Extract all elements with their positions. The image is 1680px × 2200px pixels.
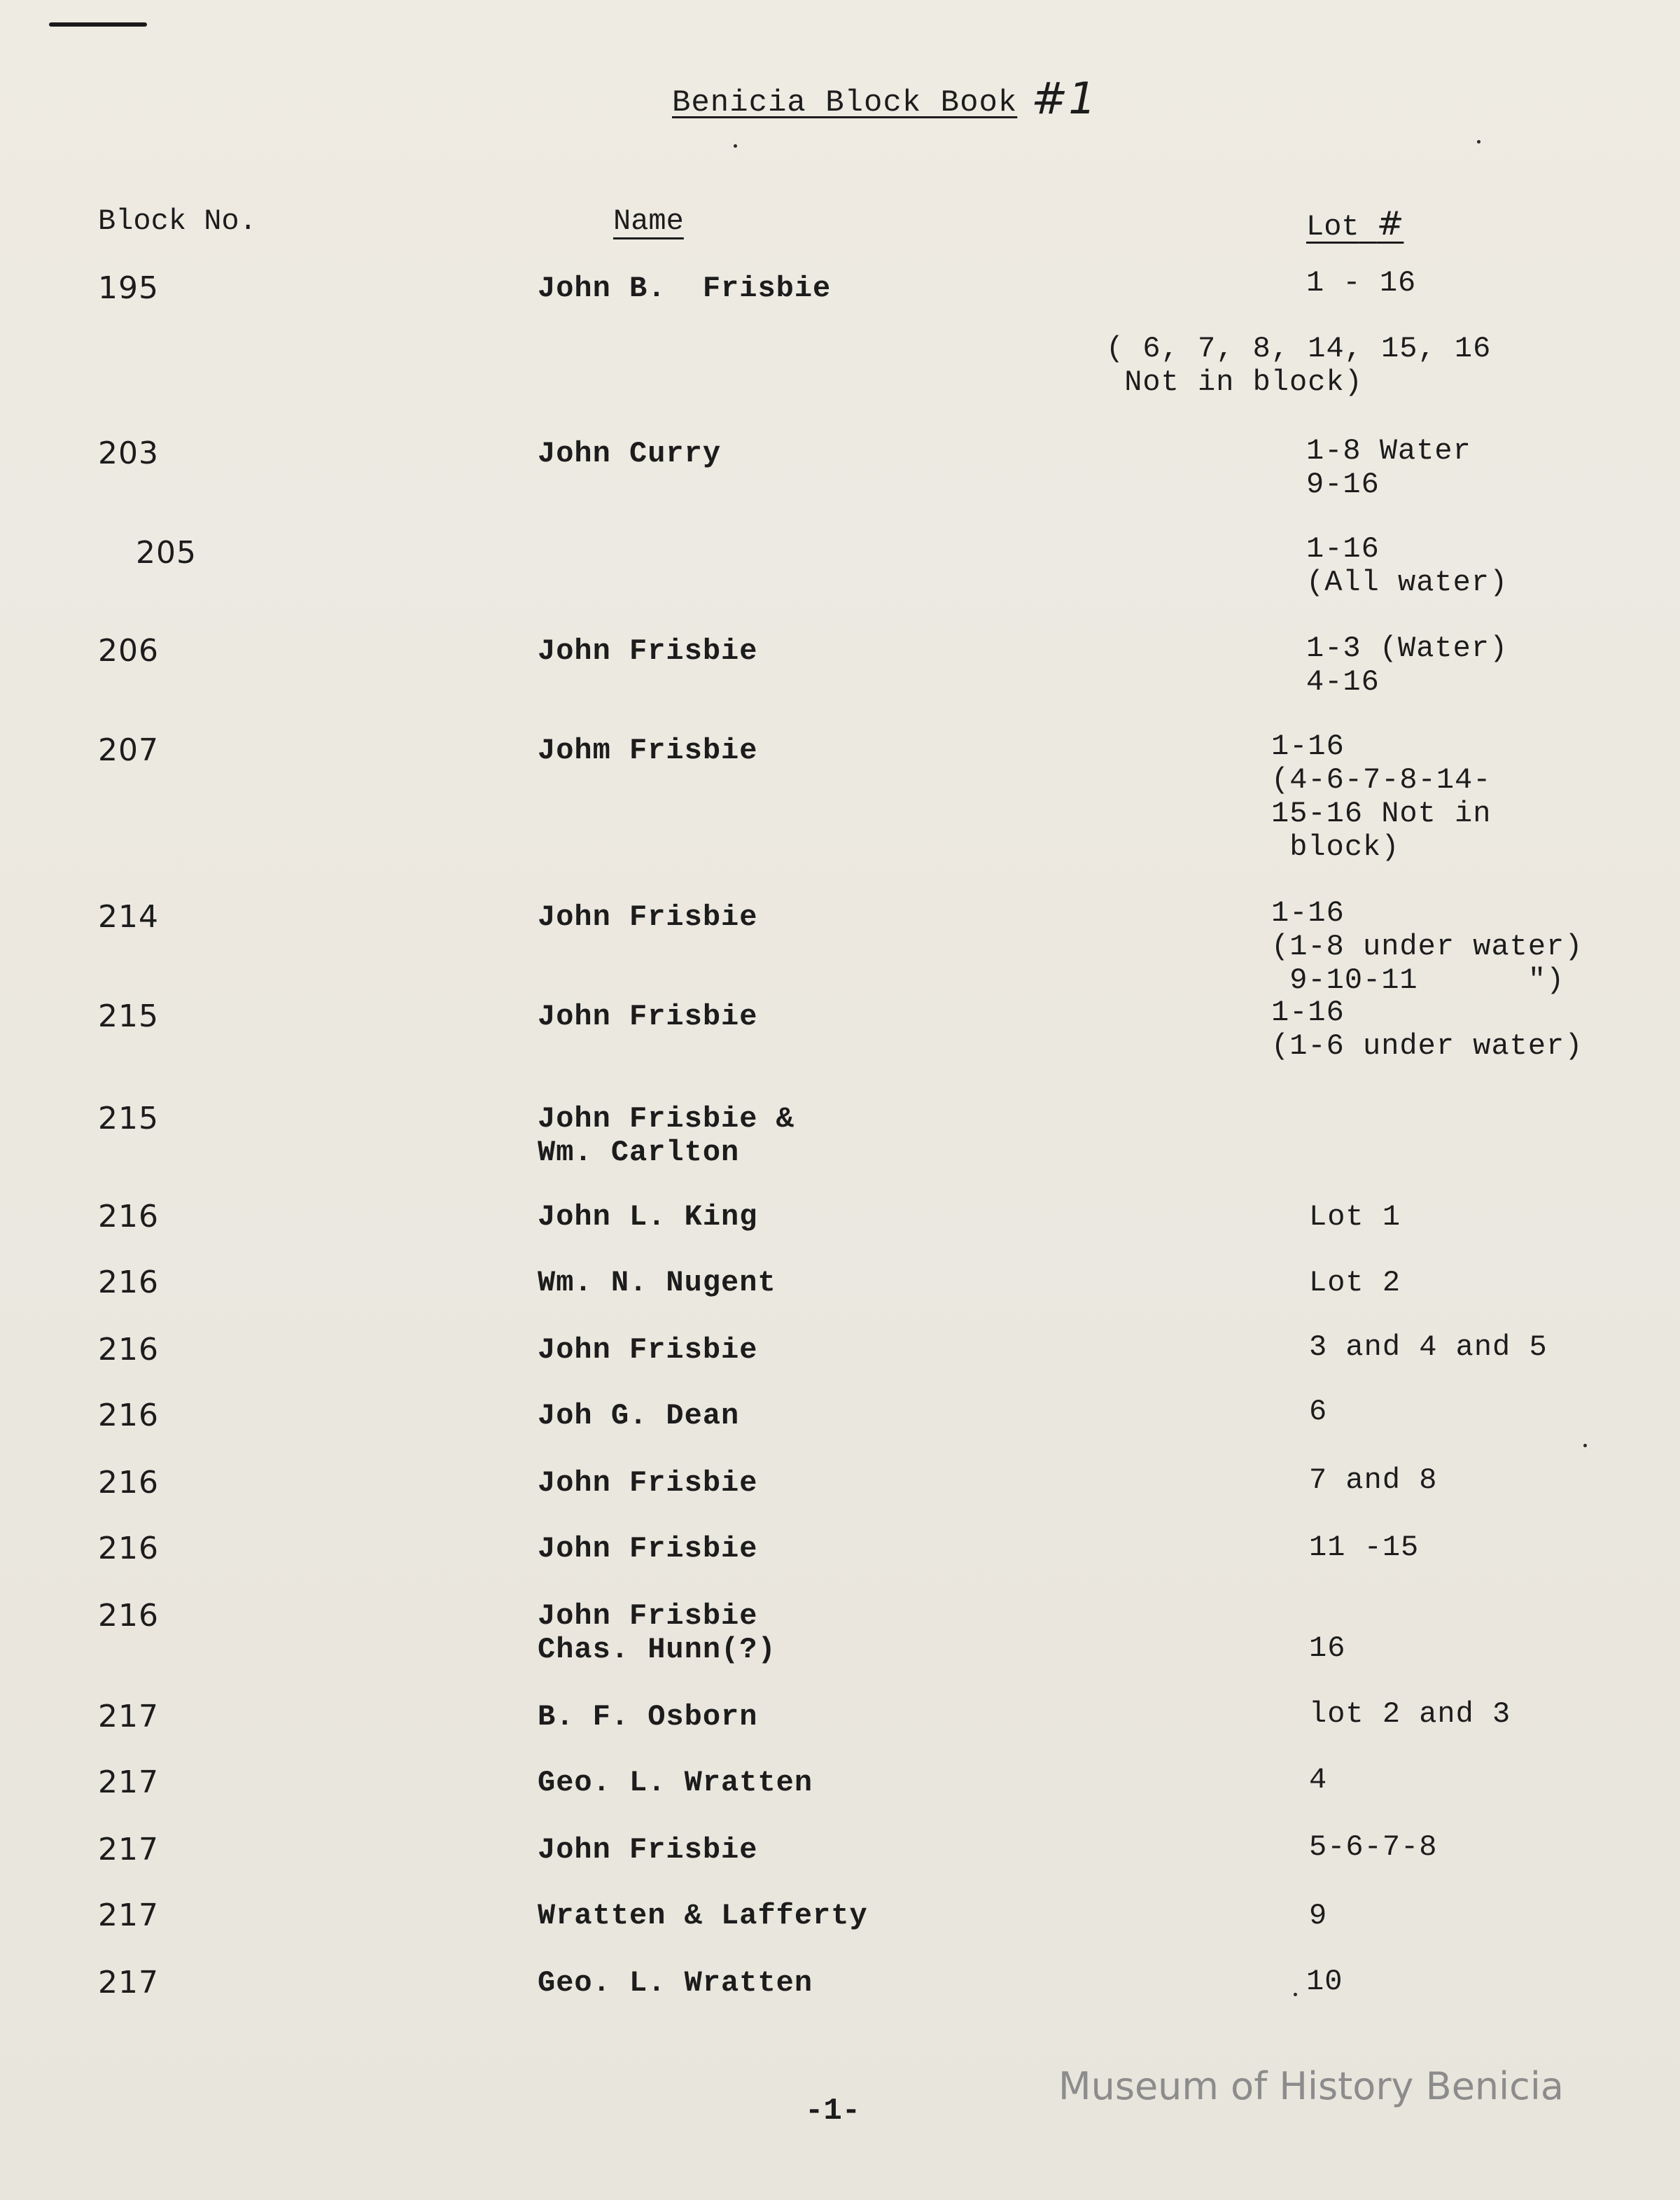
row-18-block-no: 217 xyxy=(98,1764,159,1800)
row-6-lot: 1-16 (4-6-7-8-14- 15-16 Not in block) xyxy=(1271,730,1492,864)
header-block-no: Block No. xyxy=(98,204,257,238)
row-3-lot: 1-8 Water 9-16 xyxy=(1306,434,1471,501)
row-10-block-no: 216 xyxy=(98,1199,159,1234)
row-10-name: John L. King xyxy=(538,1200,758,1234)
row-14-block-no: 216 xyxy=(98,1465,159,1501)
row-2-lot: ( 6, 7, 8, 14, 15, 16 Not in block) xyxy=(1106,332,1492,399)
row-15-name: John Frisbie xyxy=(538,1532,758,1566)
speck xyxy=(1477,140,1480,144)
row-5-name: John Frisbie xyxy=(538,634,758,668)
row-3-block-no: 203 xyxy=(98,436,159,471)
row-20-block-no: 217 xyxy=(98,1898,159,1933)
row-8-lot: 1-16 (1-6 under water) xyxy=(1271,996,1583,1063)
row-17-name: B. F. Osborn xyxy=(538,1700,758,1734)
speck xyxy=(1583,1444,1587,1447)
document-title xyxy=(672,70,1097,124)
row-11-lot: Lot 2 xyxy=(1309,1266,1401,1300)
row-13-name: Joh G. Dean xyxy=(538,1399,740,1433)
row-20-lot: 9 xyxy=(1309,1899,1328,1933)
row-10-lot: Lot 1 xyxy=(1309,1200,1401,1234)
row-1-lot: 1 - 16 xyxy=(1306,266,1417,300)
watermark: Museum of History Benicia xyxy=(1058,2064,1564,2108)
row-15-block-no: 216 xyxy=(98,1531,159,1566)
row-12-lot: 3 and 4 and 5 xyxy=(1309,1330,1548,1364)
row-18-lot: 4 xyxy=(1309,1763,1328,1797)
row-8-block-no: 215 xyxy=(98,998,159,1034)
row-7-block-no: 214 xyxy=(98,899,159,935)
page-number: -1- xyxy=(805,2094,861,2129)
row-19-block-no: 217 xyxy=(98,1832,159,1867)
row-7-lot: 1-16 (1-8 under water) 9-10-11 ") xyxy=(1271,896,1583,997)
row-20-name: Wratten & Lafferty xyxy=(538,1899,868,1933)
row-16-lot: 16 xyxy=(1309,1631,1346,1665)
row-16-block-no: 216 xyxy=(98,1598,159,1634)
row-21-block-no: 217 xyxy=(98,1965,159,2000)
row-19-lot: 5-6-7-8 xyxy=(1309,1830,1438,1864)
title-handwritten-number: #1 xyxy=(1031,73,1097,124)
row-12-name: John Frisbie xyxy=(538,1333,758,1367)
speck xyxy=(734,144,737,148)
row-18-name: Geo. L. Wratten xyxy=(538,1766,813,1799)
row-4-lot: 1-16 (All water) xyxy=(1306,532,1508,599)
row-14-name: John Frisbie xyxy=(538,1466,758,1500)
row-9-block-no: 215 xyxy=(98,1101,159,1136)
row-17-block-no: 217 xyxy=(98,1699,159,1734)
row-11-name: Wm. N. Nugent xyxy=(538,1266,776,1300)
row-8-name: John Frisbie xyxy=(538,1000,758,1033)
ink-mark xyxy=(49,22,147,27)
header-name: Name xyxy=(613,204,684,238)
row-7-name: John Frisbie xyxy=(538,900,758,934)
row-9-name: John Frisbie & Wm. Carlton xyxy=(538,1102,794,1169)
row-6-block-no: 207 xyxy=(98,732,159,768)
row-12-block-no: 216 xyxy=(98,1332,159,1367)
speck xyxy=(1294,1993,1297,1996)
row-17-lot: lot 2 and 3 xyxy=(1309,1697,1511,1731)
row-15-lot: 11 -15 xyxy=(1309,1531,1420,1564)
row-1-block-no: 195 xyxy=(98,270,159,306)
header-lot-text: Lot xyxy=(1306,210,1359,244)
header-lot-hash: # xyxy=(1376,204,1404,242)
row-19-name: John Frisbie xyxy=(538,1833,758,1867)
row-6-name: Johm Frisbie xyxy=(538,734,758,767)
header-lot xyxy=(1306,204,1404,244)
row-13-block-no: 216 xyxy=(98,1398,159,1433)
row-5-lot: 1-3 (Water) 4-16 xyxy=(1306,632,1508,699)
row-4-block-no: 205 xyxy=(136,535,197,571)
row-11-block-no: 216 xyxy=(98,1265,159,1300)
row-13-lot: 6 xyxy=(1309,1395,1328,1428)
row-5-block-no: 206 xyxy=(98,633,159,669)
row-3-name: John Curry xyxy=(538,437,722,471)
row-21-lot: 10 xyxy=(1306,1965,1343,1998)
row-21-name: Geo. L. Wratten xyxy=(538,1966,813,2000)
row-1-name: John B. Frisbie xyxy=(538,272,832,305)
title-text: Benicia Block Book xyxy=(672,85,1018,120)
row-14-lot: 7 and 8 xyxy=(1309,1463,1438,1497)
row-16-name: John Frisbie Chas. Hunn(?) xyxy=(538,1599,776,1666)
